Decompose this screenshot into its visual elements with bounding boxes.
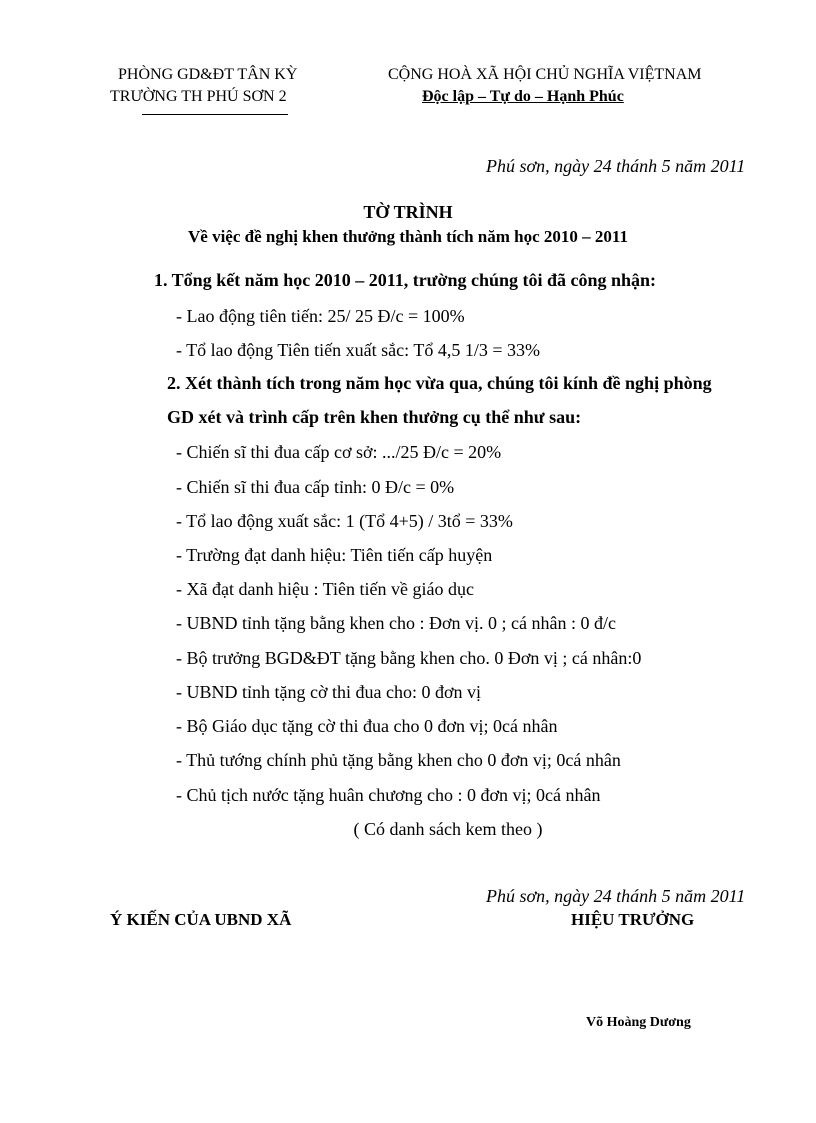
signature-date: Phú sơn, ngày 24 thánh 5 năm 2011 — [486, 886, 746, 906]
signer-name: Võ Hoàng Dương — [586, 1015, 691, 1030]
section1-item: - Lao động tiên tiến: 25/ 25 Đ/c = 100% — [176, 306, 465, 326]
section1-heading: 1. Tổng kết năm học 2010 – 2011, trường chúng tôi đã công nhận: — [154, 270, 657, 290]
section2-item: - Chiến sĩ thi đua cấp cơ sở: .../25 Đ/c = 20% — [176, 442, 502, 462]
header-divider — [142, 114, 288, 115]
national-motto: Độc lập – Tự do – Hạnh Phúc — [422, 88, 624, 105]
section1-item: - Tổ lao động Tiên tiến xuất sắc: Tổ 4,5 1/3 = 33% — [176, 340, 540, 360]
school-name: TRƯỜNG TH PHÚ SƠN 2 — [110, 88, 287, 105]
section2-item: - Bộ Giáo dục tặng cờ thi đua cho 0 đơn vị; 0cá nhân — [176, 716, 558, 736]
section2-item: - Trường đạt danh hiệu: Tiên tiến cấp huyện — [176, 545, 493, 565]
section2-item: - Bộ trưởng BGD&ĐT tặng bằng khen cho. 0 Đơn vị ; cá nhân:0 — [176, 648, 642, 668]
section2-item: - Chủ tịch nước tặng huân chương cho : 0 đơn vị; 0cá nhân — [176, 785, 601, 805]
section2-item: - Xã đạt danh hiệu : Tiên tiến về giáo dục — [176, 579, 474, 599]
document-title: TỜ TRÌNH — [363, 202, 453, 222]
section2-heading: 2. Xét thành tích trong năm học vừa qua, chúng tôi kính đề nghị phòng — [167, 373, 712, 393]
section2-heading-cont: GD xét và trình cấp trên khen thưởng cụ thể như sau: — [167, 407, 582, 427]
attachment-note: ( Có danh sách kem theo ) — [353, 819, 543, 839]
section2-item: - Tổ lao động xuất sắc: 1 (Tổ 4+5) / 3tổ = 33% — [176, 511, 513, 531]
section2-item: - Thủ tướng chính phủ tặng bằng khen cho 0 đơn vị; 0cá nhân — [176, 750, 621, 770]
document-subject: Về việc đề nghị khen thưởng thành tích năm học 2010 – 2011 — [188, 227, 628, 246]
section2-item: - UBND tỉnh tặng cờ thi đua cho: 0 đơn vị — [176, 682, 481, 702]
section2-item: - Chiến sĩ thi đua cấp tỉnh: 0 Đ/c = 0% — [176, 477, 455, 497]
commune-opinion-label: Ý KIẾN CỦA UBND XÃ — [110, 910, 292, 929]
section2-item: - UBND tỉnh tặng bằng khen cho : Đơn vị. 0 ; cá nhân : 0 đ/c — [176, 613, 616, 633]
document-date: Phú sơn, ngày 24 thánh 5 năm 2011 — [486, 156, 746, 176]
national-title: CỘNG HOÀ XÃ HỘI CHỦ NGHĨA VIỆTNAM — [388, 66, 702, 83]
principal-label: HIỆU TRƯỞNG — [571, 910, 695, 929]
department-name: PHÒNG GD&ĐT TÂN KỲ — [118, 66, 298, 83]
